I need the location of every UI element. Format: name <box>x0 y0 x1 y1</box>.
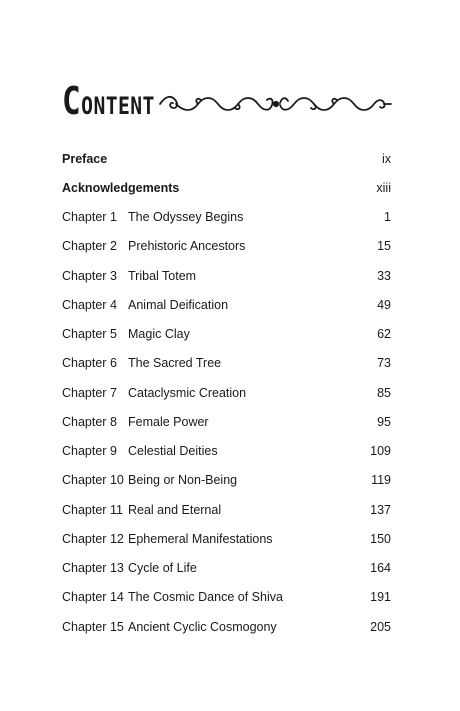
toc-entry-page: 1 <box>384 210 391 225</box>
toc-chapter-label: Chapter 9 <box>62 444 117 459</box>
toc-entry-page: 205 <box>370 619 391 634</box>
toc-entry-chapter-2[interactable] <box>62 232 391 261</box>
toc-entry-page: 62 <box>377 327 391 342</box>
toc-entry-chapter-4[interactable] <box>62 290 391 319</box>
page-title-rest: ONTENT <box>81 92 155 120</box>
toc-entry-page: 73 <box>377 356 391 371</box>
toc-chapter-title: The Sacred Tree <box>128 356 222 371</box>
toc-entry-title: Acknowledgements <box>62 180 180 195</box>
toc-chapter-title: Ancient Cyclic Cosmogony <box>128 619 277 634</box>
toc-chapter-title: Prehistoric Ancestors <box>128 239 246 254</box>
toc-chapter-label: Chapter 4 <box>62 297 117 312</box>
toc-chapter-title: Cataclysmic Creation <box>128 385 247 400</box>
toc-chapter-title: Celestial Deities <box>128 444 218 459</box>
toc-chapter-label: Chapter 7 <box>62 385 117 400</box>
toc-entry-page: 137 <box>370 502 391 517</box>
toc-entry-page: 33 <box>377 268 391 283</box>
toc-entry-page: 109 <box>370 444 391 459</box>
table-of-contents <box>62 144 391 641</box>
toc-chapter-label: Chapter 3 <box>62 268 117 283</box>
flourish-scroll-icon <box>158 92 394 116</box>
toc-entry-page: 85 <box>377 385 391 400</box>
toc-chapter-label: Chapter 6 <box>62 356 117 371</box>
toc-chapter-label: Chapter 10 <box>62 473 124 488</box>
page-title <box>62 79 155 123</box>
toc-entry-chapter-1[interactable] <box>62 203 391 232</box>
toc-chapter-title: Ephemeral Manifestations <box>128 531 273 546</box>
toc-entry-chapter-5[interactable] <box>62 320 391 349</box>
toc-chapter-title: The Odyssey Begins <box>128 210 244 225</box>
toc-entry-chapter-10[interactable] <box>62 466 391 495</box>
toc-chapter-title: Animal Deification <box>128 297 229 312</box>
toc-entry-page: 119 <box>371 473 391 488</box>
toc-entry-page: 164 <box>370 561 391 576</box>
toc-entry-preface[interactable] <box>62 144 391 173</box>
toc-entry-page: 150 <box>370 531 391 546</box>
toc-chapter-label: Chapter 5 <box>62 327 117 342</box>
toc-chapter-label: Chapter 13 <box>62 561 124 576</box>
toc-entry-chapter-11[interactable] <box>62 495 391 524</box>
toc-entry-chapter-8[interactable] <box>62 407 391 436</box>
toc-chapter-label: Chapter 15 <box>62 619 124 634</box>
toc-entry-chapter-9[interactable] <box>62 437 391 466</box>
toc-chapter-label: Chapter 14 <box>62 590 124 605</box>
toc-chapter-title: Real and Eternal <box>128 502 222 517</box>
toc-chapter-title: Magic Clay <box>128 327 190 342</box>
toc-chapter-label: Chapter 2 <box>62 239 117 254</box>
toc-entry-page: 15 <box>377 239 391 254</box>
toc-entry-chapter-14[interactable] <box>62 583 391 612</box>
toc-chapter-label: Chapter 11 <box>62 502 123 517</box>
toc-entry-page: 49 <box>377 297 391 312</box>
toc-entry-title: Preface <box>62 151 108 166</box>
page-title-initial: C <box>62 79 82 123</box>
toc-chapter-title: Female Power <box>128 414 209 429</box>
toc-chapter-title: Being or Non-Being <box>128 473 238 488</box>
toc-entry-page: 95 <box>377 414 391 429</box>
toc-chapter-label: Chapter 8 <box>62 414 117 429</box>
toc-entry-page: ix <box>381 151 391 166</box>
toc-entry-chapter-6[interactable] <box>62 349 391 378</box>
toc-entry-chapter-7[interactable] <box>62 378 391 407</box>
toc-chapter-label: Chapter 1 <box>62 210 117 225</box>
toc-entry-chapter-13[interactable] <box>62 554 391 583</box>
toc-entry-acknowledgements[interactable] <box>62 173 391 202</box>
toc-chapter-label: Chapter 12 <box>62 531 124 546</box>
toc-entry-chapter-12[interactable] <box>62 524 391 553</box>
toc-entry-page: 191 <box>370 590 391 605</box>
toc-entry-chapter-3[interactable] <box>62 261 391 290</box>
toc-entry-page: xiii <box>376 180 391 195</box>
toc-chapter-title: Cycle of Life <box>128 561 197 576</box>
toc-chapter-title: The Cosmic Dance of Shiva <box>128 590 283 605</box>
toc-entry-chapter-15[interactable] <box>62 612 391 641</box>
toc-chapter-title: Tribal Totem <box>128 268 197 283</box>
